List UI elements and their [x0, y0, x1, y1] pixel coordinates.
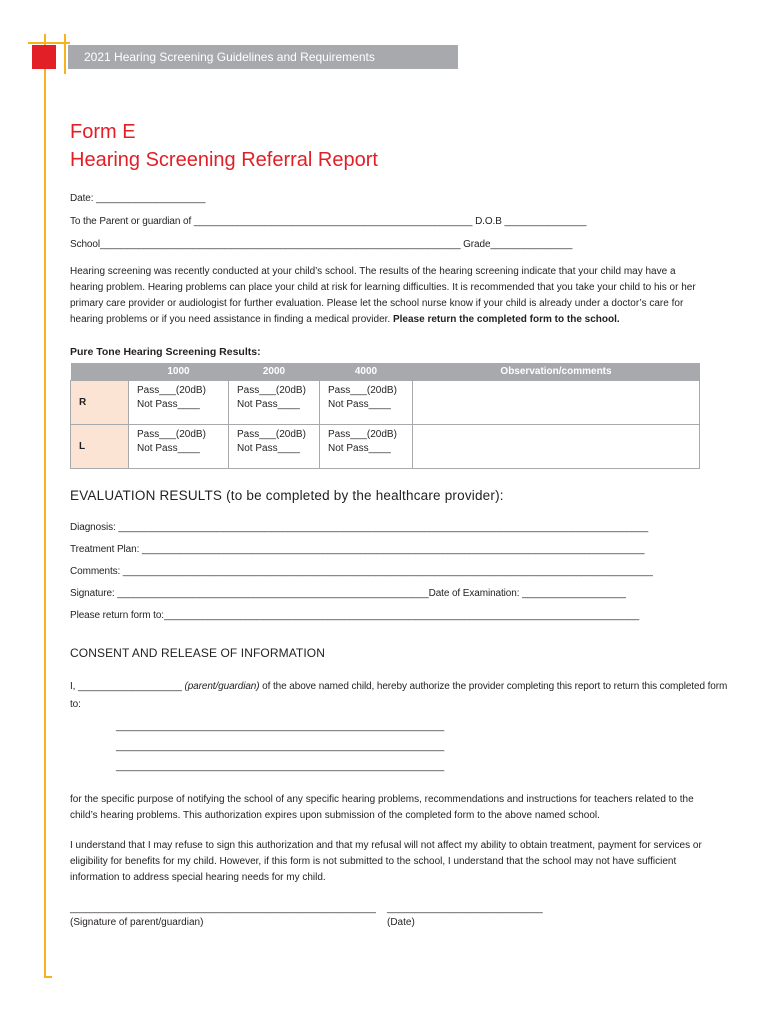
decorative-red-square: [32, 45, 56, 69]
school-field[interactable]: School__________________________________________________________________ Grade_______________: [70, 239, 573, 250]
results-header-2000: 2000: [229, 363, 320, 381]
consent-authorization-text: of the above named child, hereby authorize the provider completing this report to return this completed form: [259, 681, 728, 692]
cell-r-4000[interactable]: [320, 381, 413, 425]
pass-option[interactable]: Pass___(20dB): [137, 385, 206, 396]
not-pass-option[interactable]: Not Pass____: [137, 399, 200, 410]
consent-to-label: to:: [70, 699, 81, 710]
refusal-paragraph: I understand that I may refuse to sign this authorization and that my refusal will not affect my ability to obtain treatment, payment for services or eligibility for benefits for my child. However, if this form is not submitted to the school, I understand that the school may not have sufficient information to address special hearing needs for my child.: [70, 840, 702, 883]
purpose-paragraph: for the specific purpose of notifying the school of any specific hearing problems, recommendations and instructions for teachers related to the child’s hearing problems. This authorization expires upon submission of the completed form to the above named school.: [70, 794, 694, 821]
treatment-plan-field[interactable]: Treatment Plan: ____________________________________________________________________________________________: [70, 544, 645, 555]
row-label-left: L: [71, 425, 129, 469]
recipient-line-2[interactable]: ___________________________________________________________: [116, 741, 445, 752]
evaluation-heading: EVALUATION RESULTS (to be completed by the healthcare provider):: [70, 488, 504, 503]
decorative-bottom-tick: [44, 976, 52, 978]
not-pass-option[interactable]: Not Pass____: [328, 399, 391, 410]
results-header-1000: 1000: [129, 363, 229, 381]
header-title: 2021 Hearing Screening Guidelines and Requirements: [84, 50, 375, 64]
results-header-row: [71, 363, 700, 381]
parent-signature-line[interactable]: _______________________________________________________: [70, 903, 376, 914]
recipient-line-3[interactable]: ___________________________________________________________: [116, 761, 445, 772]
cell-l-2000[interactable]: [229, 425, 320, 469]
consent-heading: CONSENT AND RELEASE OF INFORMATION: [70, 646, 325, 660]
consent-parent-label: (parent/guardian): [184, 681, 260, 692]
table-row: [71, 381, 700, 425]
intro-text: Hearing screening was recently conducted at your child’s school. The results of the hearing screening indicate that your child may have a hearing problem. Hearing problems can place your child at risk for learning difficulties. It is recommended that you take your child to his or her primary care provider or audiologist for further evaluation. Please let the school nurse know if your child is already under a doctor’s care for hearing problems or if you need assistance in finding a medical provider.: [70, 266, 696, 325]
date-signature-line[interactable]: ____________________________: [387, 903, 543, 914]
cell-l-4000[interactable]: [320, 425, 413, 469]
consent-name-field[interactable]: I, ___________________: [70, 681, 185, 692]
results-header-blank: [71, 363, 129, 381]
results-header-4000: 4000: [320, 363, 413, 381]
consent-authorization-line: [70, 681, 727, 692]
cell-l-observation[interactable]: [413, 425, 700, 469]
cell-r-2000[interactable]: [229, 381, 320, 425]
pass-option[interactable]: Pass___(20dB): [237, 429, 306, 440]
pass-option[interactable]: Pass___(20dB): [328, 429, 397, 440]
not-pass-option[interactable]: Not Pass____: [137, 443, 200, 454]
intro-paragraph: [70, 264, 710, 328]
decorative-vertical-rule: [44, 34, 46, 978]
not-pass-option[interactable]: Not Pass____: [237, 443, 300, 454]
not-pass-option[interactable]: Not Pass____: [237, 399, 300, 410]
results-table: [70, 363, 700, 469]
results-heading: Pure Tone Hearing Screening Results:: [70, 346, 261, 358]
parent-field[interactable]: To the Parent or guardian of ___________________________________________________ D.O.B _______________: [70, 216, 587, 227]
signature-date-field[interactable]: Signature: _________________________________________________________Date of Examination: ___________________: [70, 588, 626, 599]
cell-r-observation[interactable]: [413, 381, 700, 425]
table-row: [71, 425, 700, 469]
recipient-line-1[interactable]: ___________________________________________________________: [116, 721, 445, 732]
decorative-top-rule: [28, 42, 70, 44]
not-pass-option[interactable]: Not Pass____: [328, 443, 391, 454]
diagnosis-field[interactable]: Diagnosis: _________________________________________________________________________________________________: [70, 522, 649, 533]
decorative-corner-rule: [64, 34, 66, 74]
pass-option[interactable]: Pass___(20dB): [137, 429, 206, 440]
form-title-line2: Hearing Screening Referral Report: [70, 149, 378, 171]
date-caption: (Date): [387, 917, 415, 928]
pass-option[interactable]: Pass___(20dB): [328, 385, 397, 396]
form-title-line1: Form E: [70, 121, 136, 143]
row-label-right: R: [71, 381, 129, 425]
cell-l-1000[interactable]: [129, 425, 229, 469]
pass-option[interactable]: Pass___(20dB): [237, 385, 306, 396]
intro-bold-text: Please return the completed form to the school.: [392, 314, 620, 325]
form-title: [70, 118, 378, 174]
date-field[interactable]: Date: ____________________: [70, 193, 206, 204]
header-bar: [68, 45, 458, 69]
results-header-observation: Observation/comments: [413, 363, 700, 381]
parent-signature-caption: (Signature of parent/guardian): [70, 917, 204, 928]
return-form-field[interactable]: Please return form to:_______________________________________________________________________________________: [70, 610, 640, 621]
cell-r-1000[interactable]: [129, 381, 229, 425]
comments-field[interactable]: Comments: _________________________________________________________________________________________________: [70, 566, 653, 577]
